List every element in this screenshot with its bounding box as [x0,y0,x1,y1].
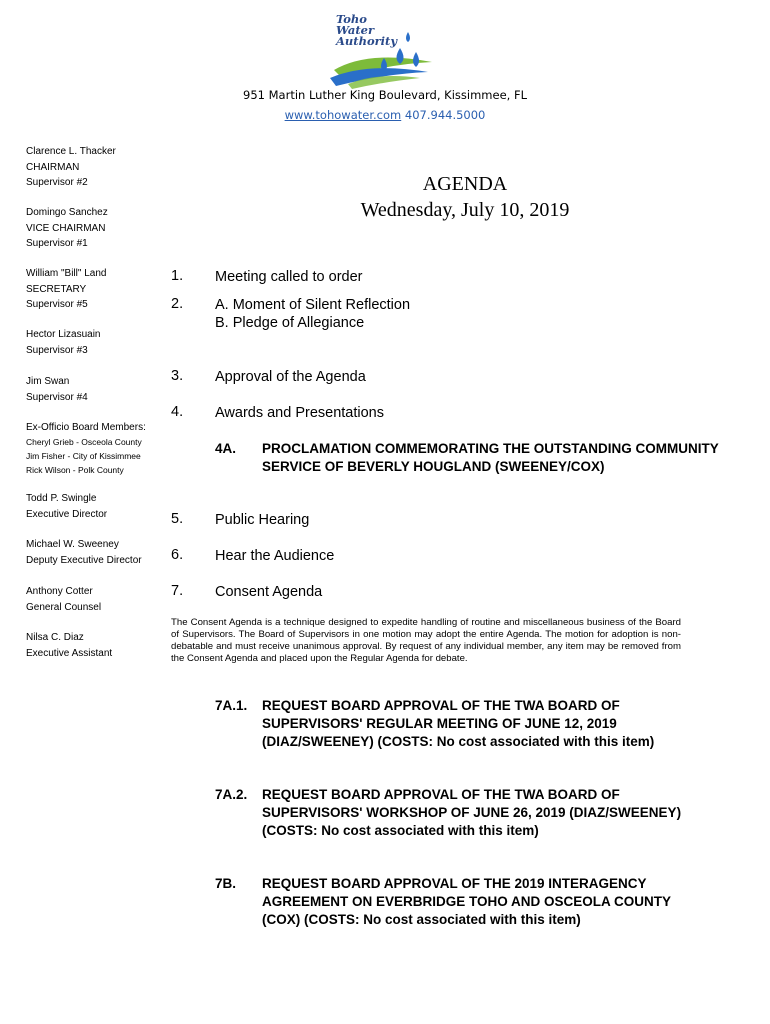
item-label: Approval of the Agenda [215,369,366,385]
item-text: REQUEST BOARD APPROVAL OF THE 2019 INTERAGENCY AGREEMENT ON EVERBRIDGE TOHO AND OSCEOLA COUNTY (COX) (COSTS: No cost associated with this item) [262,876,671,927]
item-label: Awards and Presentations [215,405,385,421]
item-label: Consent Agenda [215,584,323,600]
item-number: 2. [171,296,184,312]
logo-wordmark [336,14,397,47]
member-swan [26,374,88,405]
item-number: 6. [171,547,184,563]
member-name: Hector Lizasuain [26,329,101,340]
staff-swingle [26,491,107,522]
logo-line: Authority [336,34,398,48]
member-title: CHAIRMAN [26,161,80,173]
phone-number: 407.944.5000 [404,108,486,122]
member-name: William "Bill" Land [26,268,107,279]
member-title: VICE CHAIRMAN [26,222,106,234]
item-number: 5. [171,511,184,527]
item-4a [215,440,719,474]
item-text: PROCLAMATION COMMEMORATING THE OUTSTANDING COMMUNITY SERVICE OF BEVERLY HOUGLAND (SWEENEY/COX) [262,441,719,474]
item-code: 7A.2. [215,787,248,802]
member-name: Clarence L. Thacker [26,146,116,157]
item-label: Public Hearing [215,512,310,528]
member-role: Supervisor #4 [26,391,88,403]
logo-line: Water [336,23,375,37]
staff-name: Nilsa C. Diaz [26,632,84,643]
exofficio-heading: Ex-Officio Board Members: [26,422,146,433]
agenda-heading [300,171,630,223]
contact-line [0,108,770,122]
item-label: A. Moment of Silent Reflection [215,297,411,313]
staff-name: Todd P. Swingle [26,493,97,504]
item-number: 1. [171,268,184,284]
item-label: Hear the Audience [215,548,335,564]
staff-role: Executive Assistant [26,647,113,659]
exofficio-member: Cheryl Grieb - Osceola County [26,437,142,447]
item-text: REQUEST BOARD APPROVAL OF THE TWA BOARD OF SUPERVISORS' REGULAR MEETING OF JUNE 12, 2019 (DIAZ/SWEENEY) (COSTS: No cost associated with this item) [262,698,655,749]
staff-diaz [26,630,112,661]
member-role: Supervisor #1 [26,238,88,249]
member-name: Domingo Sanchez [26,207,108,218]
agenda-date: Wednesday, July 10, 2019 [360,199,570,221]
item-text: REQUEST BOARD APPROVAL OF THE TWA BOARD OF SUPERVISORS' WORKSHOP OF JUNE 26, 2019 (DIAZ/SWEENEY) (COSTS: No cost associated with this item) [262,787,682,838]
member-thacker [26,144,116,191]
member-name: Jim Swan [26,376,70,387]
item-number: 3. [171,368,184,384]
agenda-title: AGENDA [422,173,508,195]
staff-role: Executive Director [26,508,108,520]
item-code: 7A.1. [215,698,248,713]
exofficio-member: Rick Wilson - Polk County [26,465,124,475]
member-role: Supervisor #2 [26,177,88,188]
staff-name: Michael W. Sweeney [26,539,119,550]
item-7b [215,875,671,927]
member-role: Supervisor #3 [26,344,88,356]
consent-agenda-note: The Consent Agenda is a technique designed to expedite handling of routine and miscellaneous business of the Board of Supervisors. The Board of Supervisors in one motion may adopt the entire Agenda. The motion for adoption is non-debatable and must receive unanimous approval. By request of any individual member, any item may be removed from the Consent Agenda and placed upon the Regular Agenda for debate. [171,617,681,664]
item-code: 4A. [215,441,237,456]
member-title: SECRETARY [26,283,87,295]
toho-water-logo [328,12,436,90]
website-link[interactable]: www.tohowater.com [284,108,402,122]
member-sanchez [26,205,108,252]
item-7a2 [215,786,682,838]
exofficio-members [26,435,142,477]
member-role: Supervisor #5 [26,299,88,310]
address: 951 Martin Luther King Boulevard, Kissimmee, FL [243,88,527,102]
staff-sweeney [26,537,142,568]
logo-line: Toho [336,12,367,26]
member-lizasuain [26,327,100,358]
staff-role: General Counsel [26,601,102,613]
item-7a1 [215,697,655,749]
item-number: 4. [171,404,184,420]
item-label: Meeting called to order [215,269,363,285]
member-land [26,266,106,313]
exofficio-member: Jim Fisher - City of Kissimmee [26,451,141,461]
staff-cotter [26,584,101,615]
staff-role: Deputy Executive Director [26,554,142,566]
item-label: B. Pledge of Allegiance [215,315,365,331]
item-code: 7B. [215,876,237,891]
staff-name: Anthony Cotter [26,586,93,597]
item-number: 7. [171,583,184,599]
